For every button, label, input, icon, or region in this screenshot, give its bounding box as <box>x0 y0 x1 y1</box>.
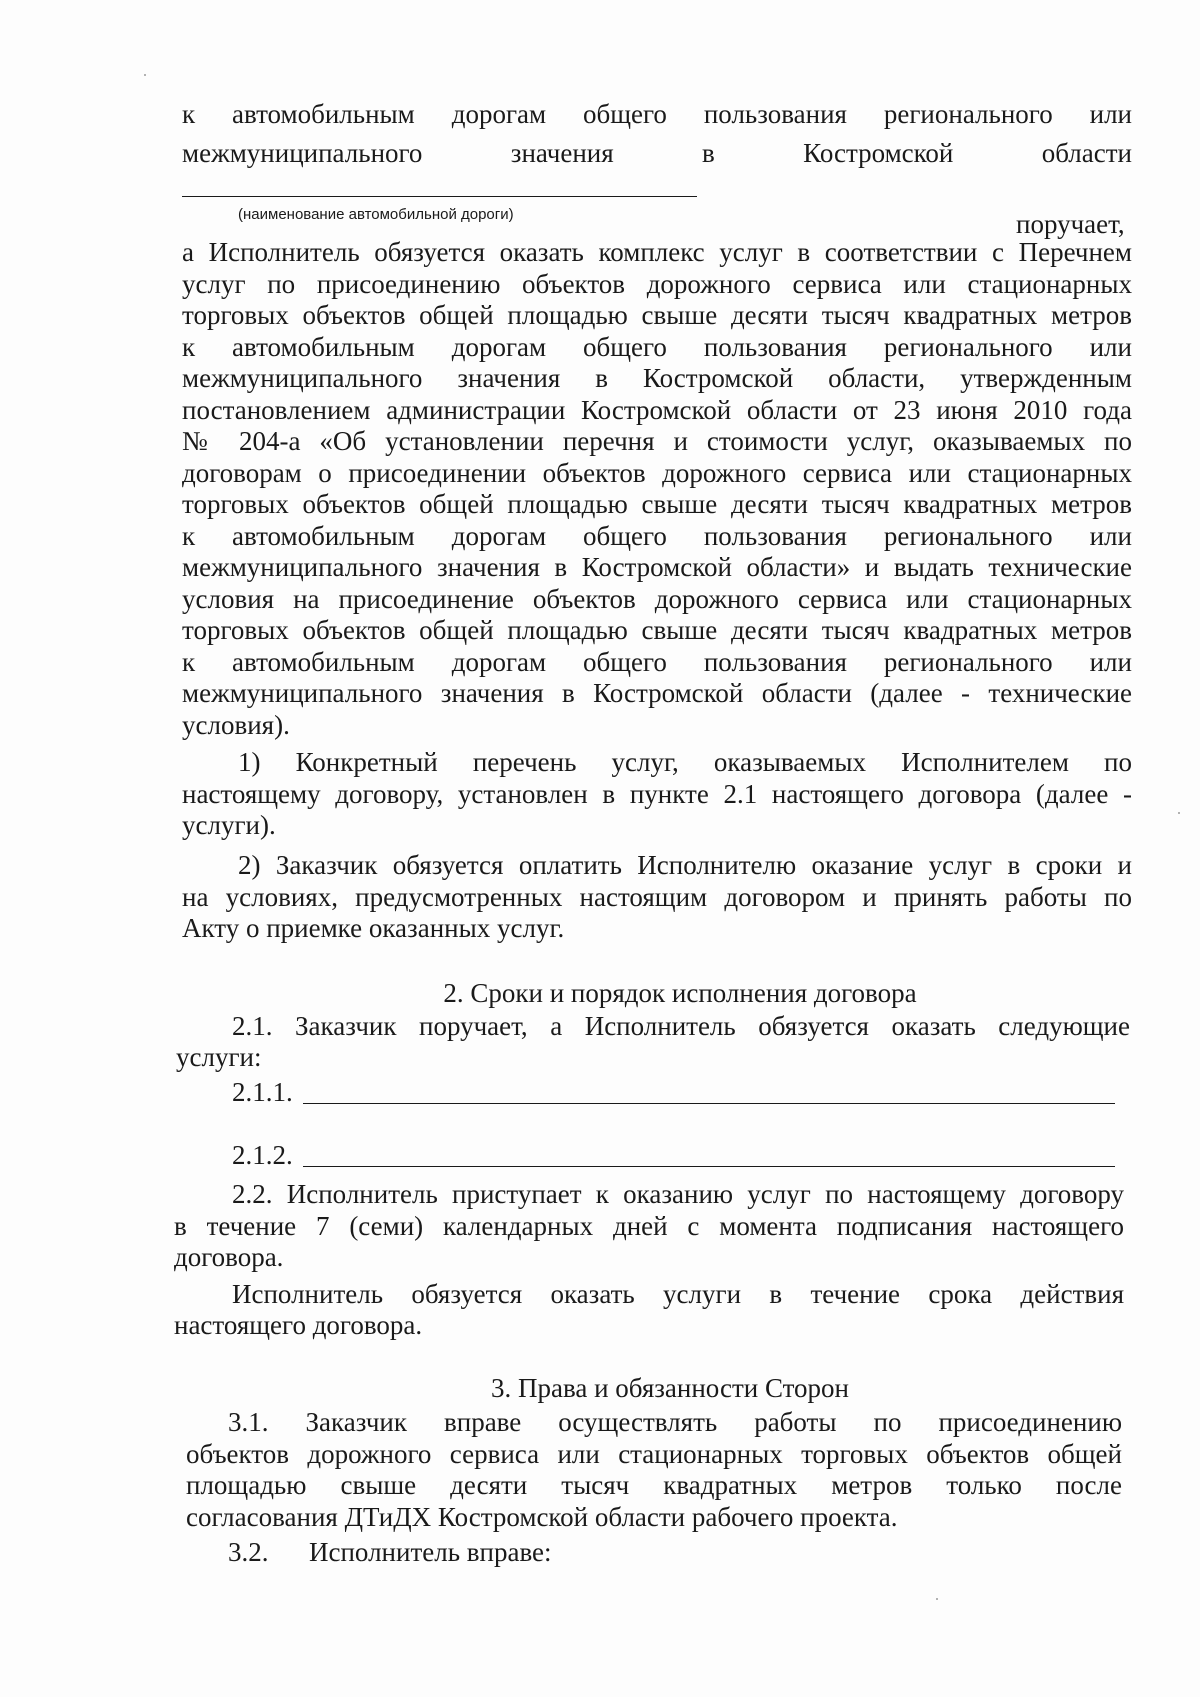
intro-word: Костромской <box>803 138 954 168</box>
p22-line-2: в течение 7 (семи) календарных дней с момента подписания настоящего <box>174 1211 1124 1241</box>
body-line: межмуниципального значения в Костромской области, утвержденным <box>182 363 1132 393</box>
intro-word: или <box>1089 99 1132 129</box>
p21-line-1: 2.1. Заказчик поручает, а Исполнитель обязуется оказать следующие <box>232 1011 1130 1041</box>
body-line-last: условия). <box>182 710 290 740</box>
p31-line-3: площадью свыше десяти тысяч квадратных метров только после <box>186 1470 1122 1500</box>
intro-word: регионального <box>883 99 1053 129</box>
body-line: к автомобильным дорогам общего пользования регионального или <box>182 521 1132 551</box>
p31-line-1: 3.1. Заказчик вправе осуществлять работы по присоединению <box>228 1407 1122 1437</box>
body-line: межмуниципального значения в Костромской области (далее - технические <box>182 678 1132 708</box>
p22-line-3: договора. <box>174 1242 284 1272</box>
intro-word: значения <box>510 138 614 168</box>
p212-label: 2.1.2. <box>232 1140 293 1170</box>
body-line: № 204-а «Об установлении перечня и стоимости услуг, оказываемых по <box>182 426 1132 456</box>
section-3-heading: 3. Права и обязанности Сторон <box>490 1373 850 1403</box>
p212-fill-line <box>303 1166 1115 1167</box>
intro-word: к <box>182 99 196 129</box>
p32-line: 3.2. Исполнитель вправе: <box>228 1537 552 1567</box>
body-line: торговых объектов общей площадью свыше десяти тысяч квадратных метров <box>182 489 1132 519</box>
p211-fill-line <box>303 1103 1115 1104</box>
body-line: а Исполнитель обязуется оказать комплекс услуг в соответствии с Перечнем <box>182 237 1132 267</box>
body-line: постановлением администрации Костромской области от 23 июня 2010 года <box>182 395 1132 425</box>
p211-label: 2.1.1. <box>232 1077 293 1107</box>
p22-line-1: 2.2. Исполнитель приступает к оказанию услуг по настоящему договору <box>232 1179 1124 1209</box>
intro-word: области <box>1041 138 1132 168</box>
body-line: к автомобильным дорогам общего пользования регионального или <box>182 647 1132 677</box>
section-2-heading: 2. Сроки и порядок исполнения договора <box>443 978 917 1008</box>
body-line: межмуниципального значения в Костромской области» и выдать технические <box>182 552 1132 582</box>
body-line: торговых объектов общей площадью свыше десяти тысяч квадратных метров <box>182 300 1132 330</box>
road-name-caption: (наименование автомобильной дороги) <box>238 206 514 223</box>
scan-speck <box>1178 812 1180 814</box>
item-2-line-3: Акту о приемке оказанных услуг. <box>182 913 565 943</box>
scan-speck <box>144 74 146 76</box>
p23-line-2: настоящего договора. <box>174 1310 423 1340</box>
p21-line-2: услуги: <box>176 1042 262 1072</box>
road-name-underline <box>182 196 697 197</box>
intro-line-2 <box>182 137 1132 169</box>
item-1-line-1: 1) Конкретный перечень услуг, оказываемых Исполнителем по <box>238 747 1132 777</box>
item-2-line-1: 2) Заказчик обязуется оплатить Исполнителю оказание услуг в сроки и <box>238 850 1132 880</box>
p31-line-2: объектов дорожного сервиса или стационарных торговых объектов общей <box>186 1439 1122 1469</box>
poruchaet-word: поручает, <box>1016 209 1125 239</box>
body-line: торговых объектов общей площадью свыше десяти тысяч квадратных метров <box>182 615 1132 645</box>
intro-word: общего <box>583 99 667 129</box>
item-2-line-2: на условиях, предусмотренных настоящим договором и принять работы по <box>182 882 1132 912</box>
scan-speck <box>936 1598 938 1600</box>
intro-word: дорогам <box>451 99 547 129</box>
p31-line-4: согласования ДТиДХ Костромской области рабочего проекта. <box>186 1502 898 1532</box>
body-line: к автомобильным дорогам общего пользования регионального или <box>182 332 1132 362</box>
item-1-line-2: настоящему договору, установлен в пункте 2.1 настоящего договора (далее - <box>182 779 1132 809</box>
body-line: услуг по присоединению объектов дорожного сервиса или стационарных <box>182 269 1132 299</box>
body-line: договорам о присоединении объектов дорожного сервиса или стационарных <box>182 458 1132 488</box>
intro-word: в <box>702 138 715 168</box>
intro-word: пользования <box>703 99 847 129</box>
intro-word: автомобильным <box>232 99 415 129</box>
item-1-line-3: услуги). <box>182 810 276 840</box>
intro-line-1 <box>182 98 1132 130</box>
p23-line-1: Исполнитель обязуется оказать услуги в течение срока действия <box>232 1279 1124 1309</box>
body-line: условия на присоединение объектов дорожного сервиса или стационарных <box>182 584 1132 614</box>
intro-word: межмуниципального <box>182 138 423 168</box>
